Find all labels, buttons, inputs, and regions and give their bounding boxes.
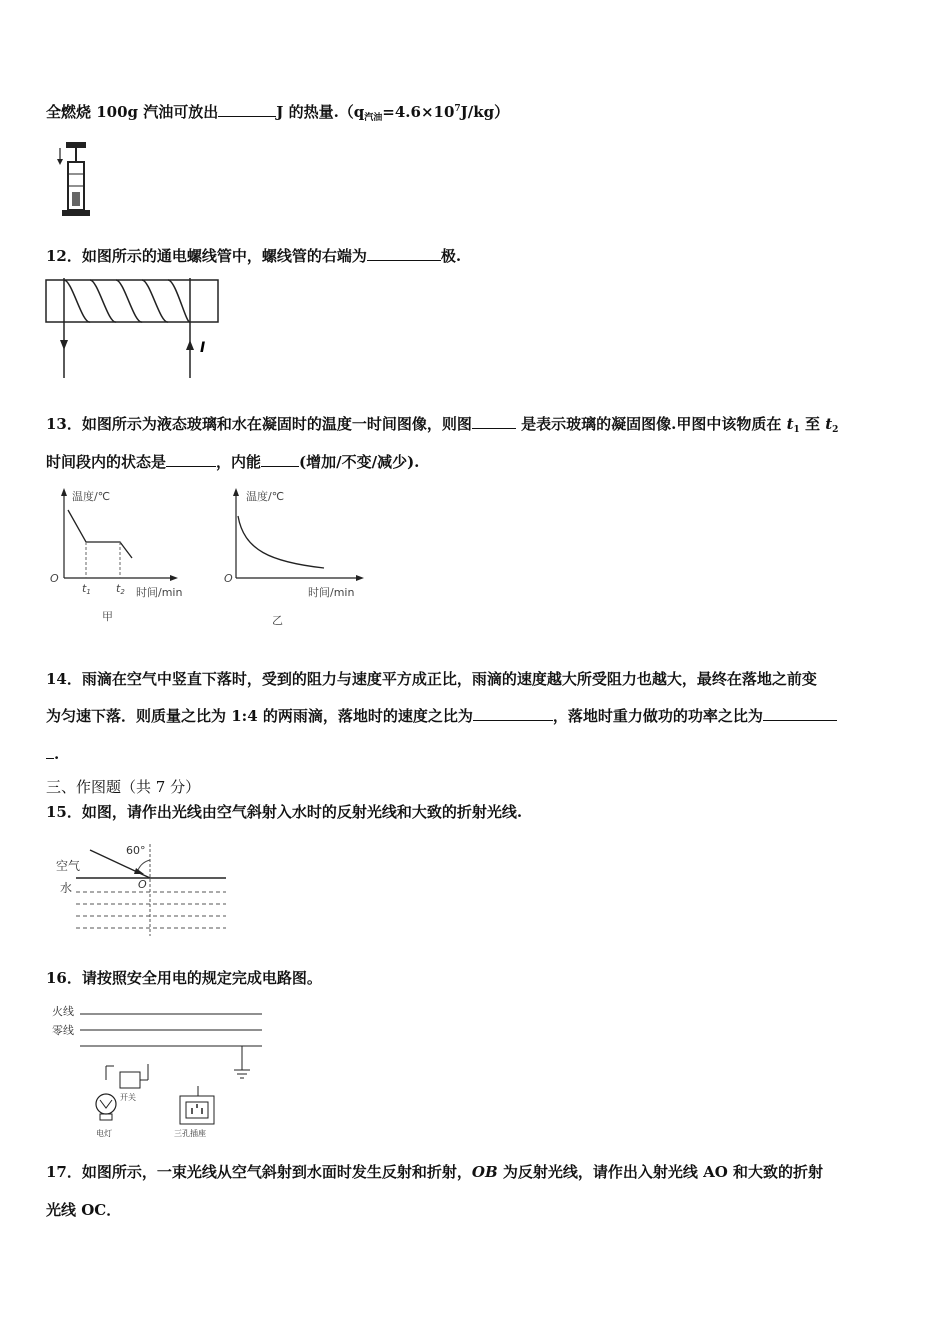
q13-t2: t [825, 415, 833, 433]
q16-circuit-figure [50, 1000, 270, 1140]
q14-line3 [46, 744, 59, 764]
switch-box [120, 1072, 140, 1088]
section3-heading [46, 777, 200, 797]
socket-box [180, 1096, 214, 1124]
q17-ob: OB [471, 1163, 498, 1181]
solenoid-coils [64, 278, 190, 324]
solenoid-tube [46, 280, 218, 322]
q15-water-label: 水 [60, 881, 73, 895]
q12-blank[interactable] [367, 246, 441, 261]
q13-line1 [46, 414, 838, 437]
lamp-bulb [96, 1094, 116, 1114]
q14-blank2-cont[interactable] [46, 744, 54, 759]
lamp-wire [106, 1066, 114, 1080]
q17-line2-text: 光线 OC． [46, 1201, 122, 1219]
q13-text1: 13．如图所示为液态玻璃和水在凝固时的温度一时间图像，则图 [46, 415, 472, 433]
socket-label: 三孔插座 [174, 1129, 206, 1138]
yi-caption: 乙 [272, 614, 283, 627]
q13-blank2[interactable] [166, 452, 216, 467]
jia-origin: O [50, 572, 59, 585]
q13-t2-sub: 2 [832, 425, 839, 435]
q13-to: 至 [799, 415, 826, 433]
q13-t1-sub: 1 [793, 425, 800, 435]
q13-graph-yi [220, 486, 380, 628]
q15-air-label: 空气 [56, 859, 81, 873]
q14-line1-text: 14．雨滴在空气中竖直下落时，受到的阻力与速度平方成正比，雨滴的速度越大所受阻力也越大，最终在落地之前变 [46, 670, 817, 688]
q12-tail: 极. [440, 247, 462, 265]
q17-line1-a: 17．如图所示，一束光线从空气斜射到水面时发生反射和折射， [46, 1163, 472, 1181]
q13-line2-c: (增加/不变/减少). [299, 453, 420, 471]
yi-origin: O [224, 572, 233, 585]
current-label: I [200, 340, 206, 356]
lamp-label: 电灯 [96, 1129, 112, 1138]
q16-line [46, 968, 322, 988]
q13-line2-a: 时间段内的状态是 [46, 453, 167, 471]
q13-line2-b: ，内能 [216, 453, 262, 471]
neutral-label: 零线 [52, 1024, 74, 1037]
q13-graph-jia [44, 486, 204, 628]
q13-blank1[interactable] [472, 414, 516, 429]
q14-line2 [46, 706, 837, 726]
section3-heading-text: 三、作图题（共 7 分） [46, 778, 201, 796]
jia-t2: t2 [116, 582, 125, 596]
q12-solenoid-figure [44, 278, 224, 382]
jia-t1: t1 [82, 582, 91, 596]
q14-line1 [46, 669, 817, 689]
q12-text: 12．如图所示的通电螺线管中，螺线管的右端为 [46, 247, 367, 265]
q12-line [46, 246, 461, 266]
q11-tail: J/kg） [460, 103, 510, 121]
jia-ylabel: 温度/℃ [72, 490, 111, 503]
q11-blank[interactable] [218, 102, 276, 117]
q11-figure [52, 140, 92, 222]
q11-prefix: 全燃烧 100g 汽油可放出 [46, 103, 219, 121]
up-arrow [186, 340, 194, 350]
q15-figure [52, 840, 232, 940]
q13-t1: t [786, 415, 794, 433]
q11-unit-text: J 的热量.（q [276, 103, 365, 121]
yi-xlabel: 时间/min [308, 586, 355, 599]
q13-blank3[interactable] [261, 452, 299, 467]
q11-line [46, 102, 509, 125]
q17-line2 [46, 1200, 121, 1220]
live-label: 火线 [52, 1005, 74, 1018]
q15-origin: O [138, 878, 147, 891]
q15-text: 15．如图，请作出光线由空气斜射入水时的反射光线和大致的折射光线. [46, 803, 523, 821]
q11-value-text: =4.6×10 [382, 103, 455, 121]
jia-xlabel: 时间/min [136, 586, 183, 599]
q15-angle: 60° [126, 844, 146, 857]
q11-exp: 7 [454, 104, 461, 114]
jia-caption: 甲 [102, 610, 113, 623]
q14-line2-a: 为匀速下落．则质量之比为 1:4 的两雨滴，落地时的速度之比为 [46, 707, 473, 725]
q15-line [46, 802, 522, 822]
q13-line2 [46, 452, 419, 472]
q17-line1 [46, 1162, 823, 1182]
yi-ylabel: 温度/℃ [246, 490, 285, 503]
q14-line3-text: . [54, 745, 60, 763]
down-arrow [60, 340, 68, 350]
q14-blank1[interactable] [473, 706, 553, 721]
q17-line1-b: 为反射光线，请作出入射光线 AO 和大致的折射 [497, 1163, 824, 1181]
q13-text2: 是表示玻璃的凝固图像.甲图中该物质在 [515, 415, 787, 433]
q11-sub: 汽油 [364, 113, 383, 123]
q14-line2-b: ，落地时重力做功的功率之比为 [552, 707, 763, 725]
switch-label: 开关 [120, 1093, 136, 1102]
q16-text: 16．请按照安全用电的规定完成电路图。 [46, 969, 322, 987]
q14-blank2[interactable] [763, 706, 837, 721]
